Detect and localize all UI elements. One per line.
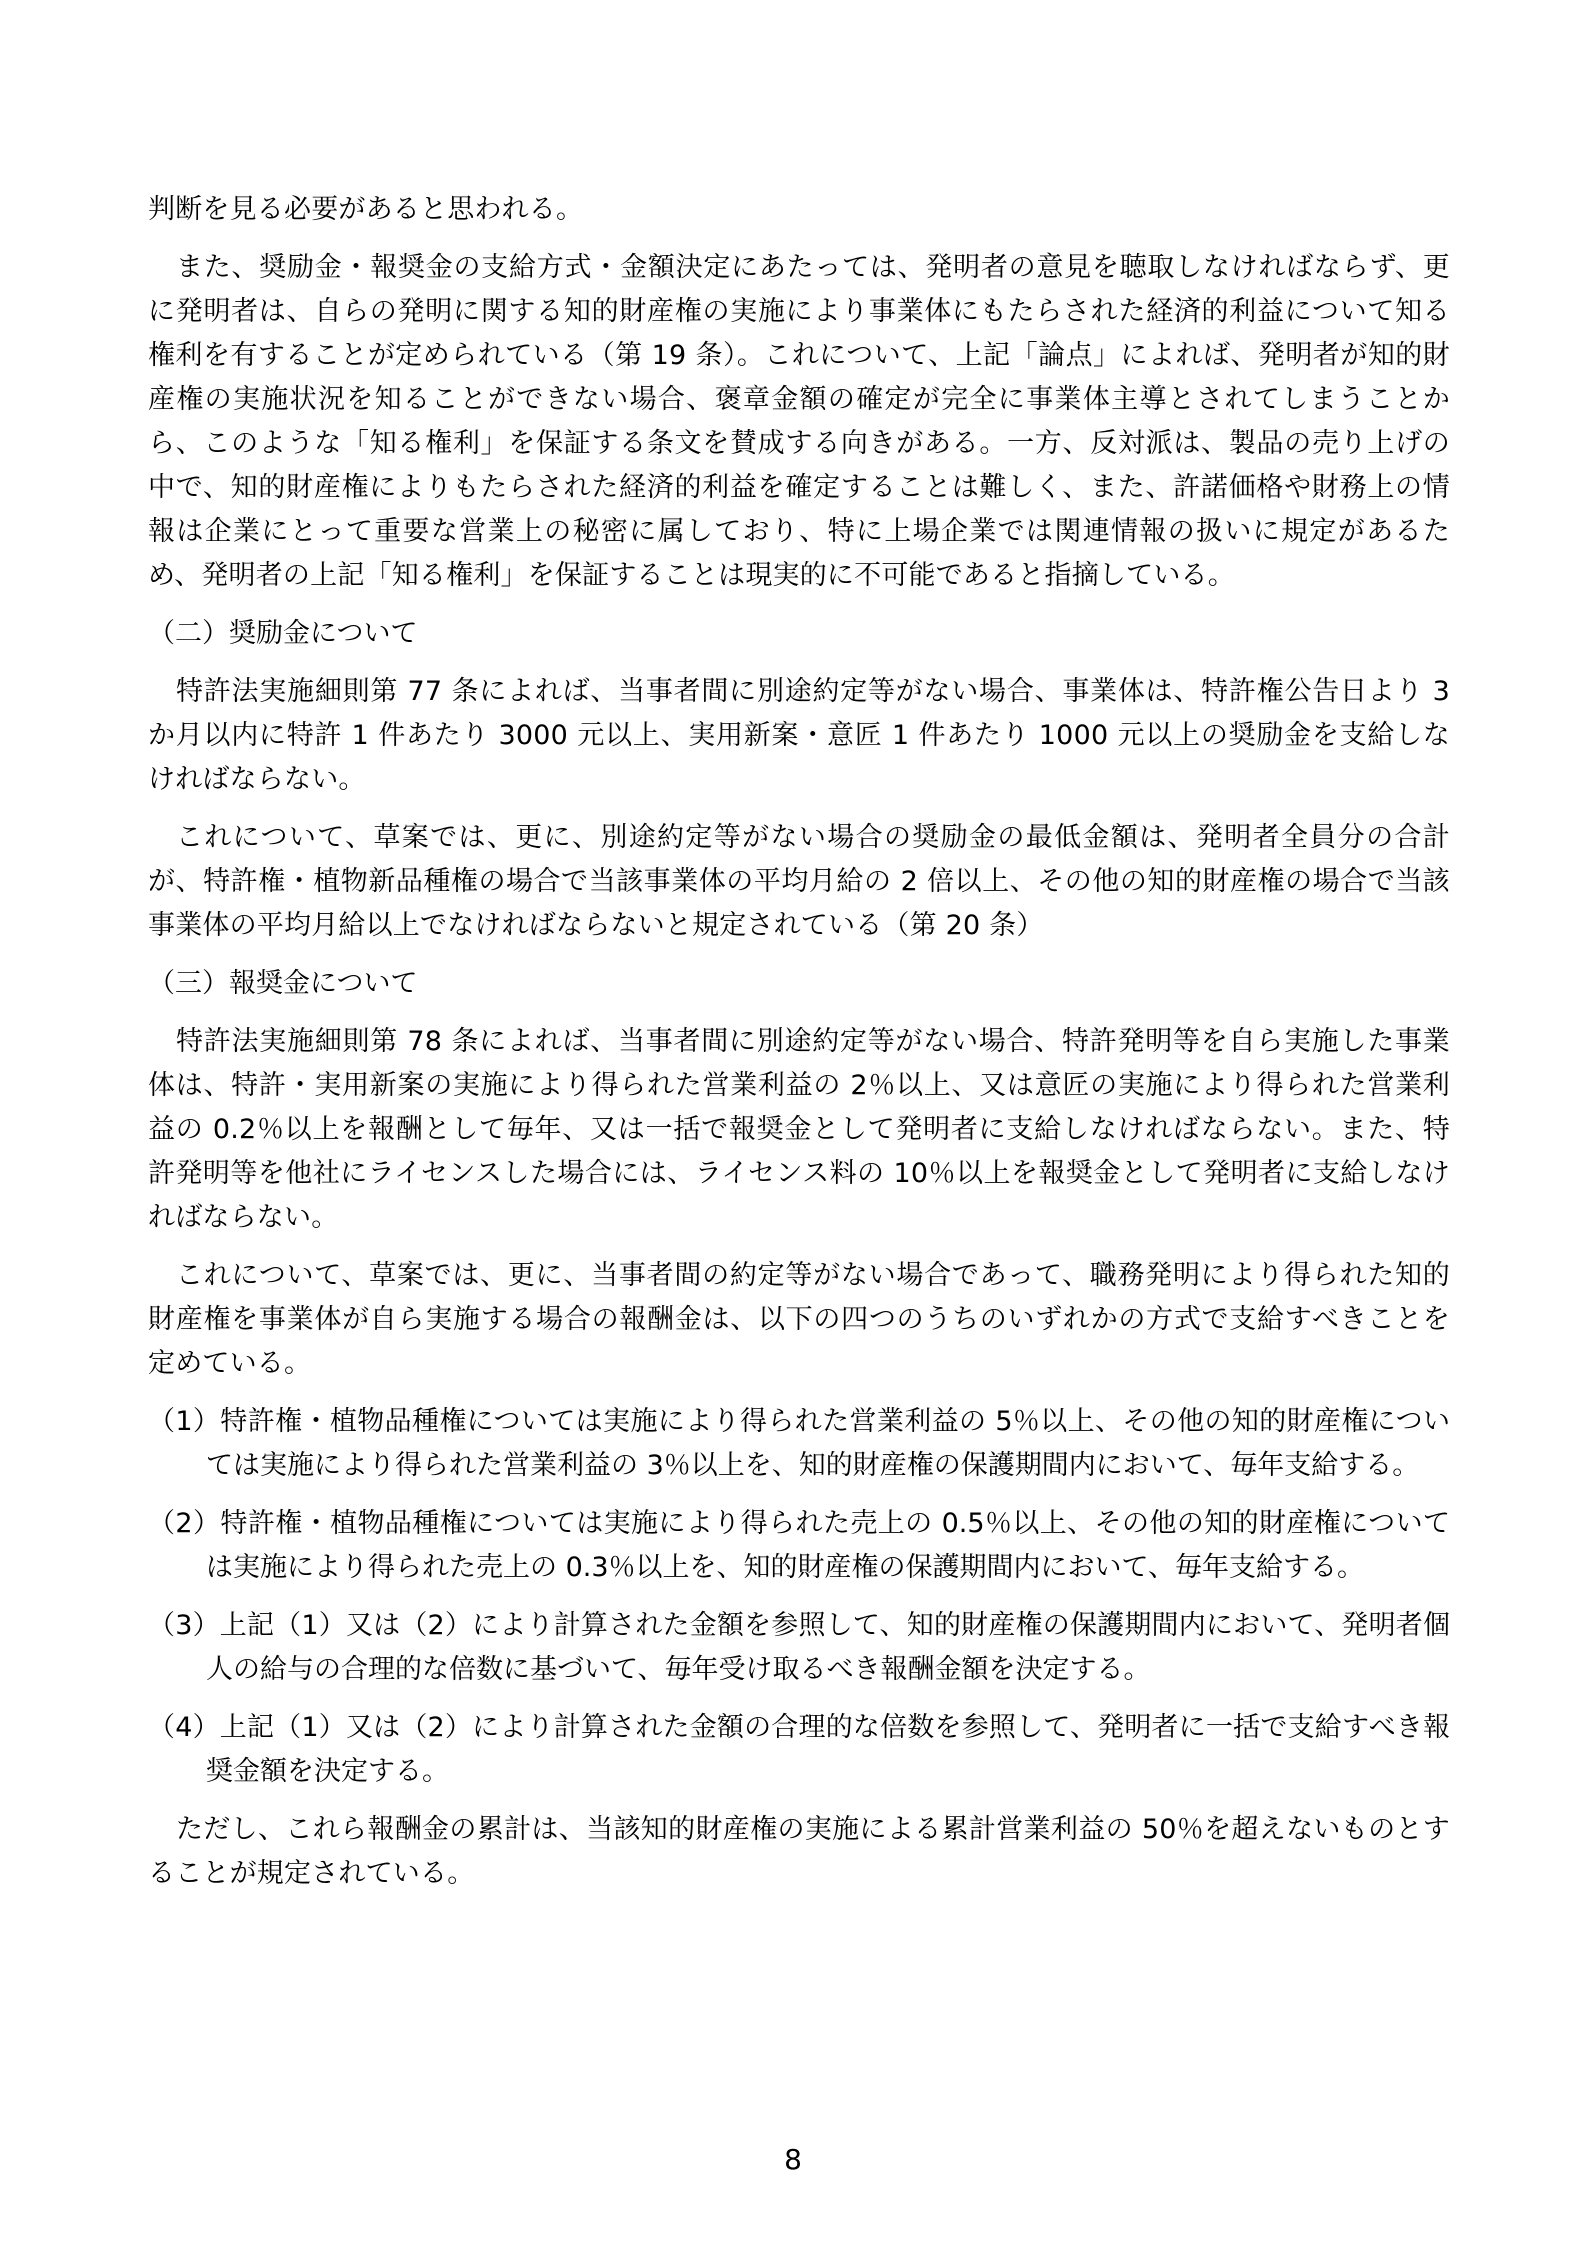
paragraph-continuation: 判断を見る必要があると思われる。 [148,194,584,225]
section-heading-incentive: （二）奨励金について [148,618,418,649]
list-item-1: （1）特許権・植物品種権については実施により得られた営業利益の 5％以上、その他の知的財産権については実施により得られた営業利益の 3％以上を、知的財産権の保護期間内において、毎年支給する。 [148,1406,1450,1481]
paragraph-reward-draft: これについて、草案では、更に、当事者間の約定等がない場合であって、職務発明により得られた知的財産権を事業体が自ら実施する場合の報酬金は、以下の四つのうちのいずれかの方式で支給すべきことを定めている。 [148,1260,1450,1379]
paragraph-right-to-know: また、奨励金・報奨金の支給方式・金額決定にあたっては、発明者の意見を聴取しなければならず、更に発明者は、自らの発明に関する知的財産権の実施により事業体にもたらされた経済的利益について知る権利を有することが定められている（第 19 条）。これについて、上記「論点」によれば、発明者が知的財産権の実施状況を知ることができない場合、褒章金額の確定が完全に事業体主導とされてしまうことから、このような「知る権利」を保証する条文を賛成する向きがある。一方、反対派は、製品の売り上げの中で、知的財産権によりもたらされた経済的利益を確定することは難しく、また、許諾価格や財務上の情報は企業にとって重要な営業上の秘密に属しており、特に上場企業では関連情報の扱いに規定があるため、発明者の上記「知る権利」を保証することは現実的に不可能であると指摘している。 [148,252,1450,591]
paragraph-cap: ただし、これら報酬金の累計は、当該知的財産権の実施による累計営業利益の 50％を超えないものとすることが規定されている。 [148,1814,1450,1889]
paragraph-incentive-rule: 特許法実施細則第 77 条によれば、当事者間に別途約定等がない場合、事業体は、特許権公告日より 3 か月以内に特許 1 件あたり 3000 元以上、実用新案・意匠 1 件あたり 1000 元以上の奨励金を支給しなければならない。 [148,676,1450,795]
list-item-3: （3）上記（1）又は（2）により計算された金額を参照して、知的財産権の保護期間内において、発明者個人の給与の合理的な倍数に基づいて、毎年受け取るべき報酬金額を決定する。 [148,1610,1450,1685]
paragraph-reward-rule: 特許法実施細則第 78 条によれば、当事者間に別途約定等がない場合、特許発明等を自ら実施した事業体は、特許・実用新案の実施により得られた営業利益の 2％以上、又は意匠の実施により得られた営業利益の 0.2％以上を報酬として毎年、又は一括で報奨金として発明者に支給しなければならない。また、特許発明等を他社にライセンスした場合には、ライセンス料の 10％以上を報奨金として発明者に支給しなければならない。 [148,1026,1450,1233]
document-body [148,188,1450,1910]
list-item-4: （4）上記（1）又は（2）により計算された金額の合理的な倍数を参照して、発明者に一括で支給すべき報奨金額を決定する。 [148,1712,1450,1787]
list-item-2: （2）特許権・植物品種権については実施により得られた売上の 0.5％以上、その他の知的財産権については実施により得られた売上の 0.3％以上を、知的財産権の保護期間内において、毎年支給する。 [148,1508,1450,1583]
section-heading-reward: （三）報奨金について [148,968,418,999]
page-number: 8 [784,2143,802,2176]
paragraph-incentive-draft: これについて、草案では、更に、別途約定等がない場合の奨励金の最低金額は、発明者全員分の合計が、特許権・植物新品種権の場合で当該事業体の平均月給の 2 倍以上、その他の知的財産権の場合で当該事業体の平均月給以上でなければならないと規定されている（第 20 条） [148,822,1450,941]
